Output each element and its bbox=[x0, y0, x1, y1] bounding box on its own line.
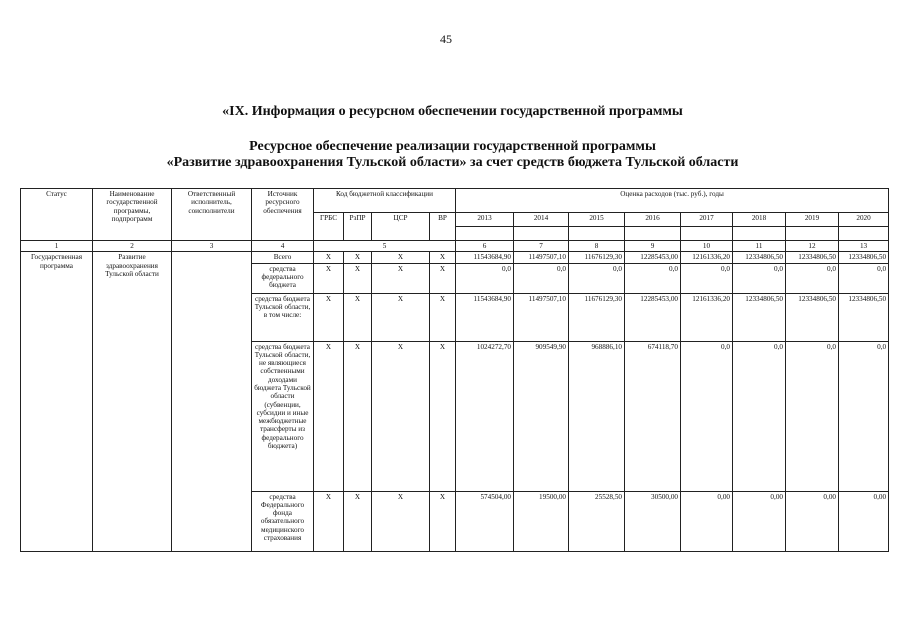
header-responsible: Ответственный исполнитель, соисполнители bbox=[172, 189, 252, 241]
column-number: 1 bbox=[21, 241, 93, 252]
table-subtitle-line-1: Ресурсное обеспечение реализации государственной программы bbox=[249, 139, 656, 154]
column-number: 6 bbox=[456, 241, 514, 252]
expense-value: 11676129,30 bbox=[569, 293, 625, 341]
column-number: 3 bbox=[172, 241, 252, 252]
header-vr: ВР bbox=[430, 213, 456, 241]
expense-value: 30500,00 bbox=[625, 491, 681, 551]
expense-value: 12334806,50 bbox=[839, 252, 889, 263]
expense-value: 25528,50 bbox=[569, 491, 625, 551]
page-number: 45 bbox=[440, 32, 452, 46]
expense-value: 12334806,50 bbox=[786, 293, 839, 341]
csr-code: Х bbox=[372, 252, 430, 263]
grbs-code: Х bbox=[314, 293, 344, 341]
section-title: «IX. Информация о ресурсном обеспечении государственной программы bbox=[222, 104, 683, 119]
expense-value: 11543684,90 bbox=[456, 293, 514, 341]
vr-code: Х bbox=[430, 491, 456, 551]
grbs-code: Х bbox=[314, 341, 344, 491]
column-number: 10 bbox=[681, 241, 733, 252]
expense-value: 12161336,20 bbox=[681, 293, 733, 341]
expense-value: 909549,90 bbox=[514, 341, 569, 491]
header-rzpr: РзПР bbox=[344, 213, 372, 241]
column-number: 13 bbox=[839, 241, 889, 252]
column-number: 8 bbox=[569, 241, 625, 252]
funding-source: средства федерального бюджета bbox=[252, 263, 314, 293]
column-number: 12 bbox=[786, 241, 839, 252]
header-year: 2015 bbox=[569, 213, 625, 227]
expense-value: 0,00 bbox=[786, 491, 839, 551]
expense-value: 968886,10 bbox=[569, 341, 625, 491]
expense-value: 0,0 bbox=[625, 263, 681, 293]
column-number: 4 bbox=[252, 241, 314, 252]
header-year: 2014 bbox=[514, 213, 569, 227]
expense-value: 0,0 bbox=[786, 341, 839, 491]
header-year: 2013 bbox=[456, 213, 514, 227]
expense-value: 12161336,20 bbox=[681, 252, 733, 263]
expense-value: 0,0 bbox=[733, 341, 786, 491]
header-year: 2018 bbox=[733, 213, 786, 227]
grbs-code: Х bbox=[314, 252, 344, 263]
rzpr-code: Х bbox=[344, 293, 372, 341]
expense-value: 0,0 bbox=[681, 263, 733, 293]
header-year: 2020 bbox=[839, 213, 889, 227]
expense-value: 11497507,10 bbox=[514, 293, 569, 341]
funding-source: средства бюджета Тульской области, не являющиеся собственными доходами бюджета Тульской области (субвенции, субсидии и иные межбюджетные трансферты из федерального бюджета) bbox=[252, 341, 314, 491]
column-number: 7 bbox=[514, 241, 569, 252]
vr-code: Х bbox=[430, 293, 456, 341]
header-expense-estimate: Оценка расходов (тыс. руб.), годы bbox=[456, 189, 889, 213]
header-year: 2016 bbox=[625, 213, 681, 227]
csr-code: Х bbox=[372, 263, 430, 293]
program-name: Развитие здравоохранения Тульской области bbox=[93, 252, 172, 551]
program-status: Государственная программа bbox=[21, 252, 93, 551]
expense-value: 0,0 bbox=[681, 341, 733, 491]
expense-value: 0,0 bbox=[839, 263, 889, 293]
expense-value: 674118,70 bbox=[625, 341, 681, 491]
table-subtitle-line-2: «Развитие здравоохранения Тульской области» за счет средств бюджета Тульской области bbox=[166, 155, 739, 170]
expense-value: 0,0 bbox=[569, 263, 625, 293]
expense-value: 0,0 bbox=[786, 263, 839, 293]
expense-value: 12334806,50 bbox=[839, 293, 889, 341]
header-blank bbox=[839, 227, 889, 241]
expense-value: 11497507,10 bbox=[514, 252, 569, 263]
resource-provision-table bbox=[20, 188, 889, 552]
header-blank bbox=[625, 227, 681, 241]
csr-code: Х bbox=[372, 341, 430, 491]
expense-value: 11676129,30 bbox=[569, 252, 625, 263]
vr-code: Х bbox=[430, 252, 456, 263]
header-blank bbox=[569, 227, 625, 241]
header-blank bbox=[514, 227, 569, 241]
expense-value: 0,00 bbox=[839, 491, 889, 551]
expense-value: 0,00 bbox=[733, 491, 786, 551]
csr-code: Х bbox=[372, 491, 430, 551]
rzpr-code: Х bbox=[344, 263, 372, 293]
column-number: 9 bbox=[625, 241, 681, 252]
column-number: 11 bbox=[733, 241, 786, 252]
expense-value: 12334806,50 bbox=[733, 293, 786, 341]
grbs-code: Х bbox=[314, 263, 344, 293]
header-row bbox=[21, 189, 889, 213]
expense-value: 12334806,50 bbox=[786, 252, 839, 263]
rzpr-code: Х bbox=[344, 491, 372, 551]
funding-source: средства бюджета Тульской области, в том числе: bbox=[252, 293, 314, 341]
grbs-code: Х bbox=[314, 491, 344, 551]
header-grbs: ГРБС bbox=[314, 213, 344, 241]
csr-code: Х bbox=[372, 293, 430, 341]
header-csr: ЦСР bbox=[372, 213, 430, 241]
header-blank bbox=[733, 227, 786, 241]
expense-value: 12285453,00 bbox=[625, 252, 681, 263]
expense-value: 0,00 bbox=[681, 491, 733, 551]
header-blank bbox=[456, 227, 514, 241]
header-year: 2019 bbox=[786, 213, 839, 227]
header-funding-source: Источник ресурсного обеспечения bbox=[252, 189, 314, 241]
column-number-row bbox=[21, 241, 889, 252]
header-status: Статус bbox=[21, 189, 93, 241]
funding-source: Всего bbox=[252, 252, 314, 263]
expense-value: 0,0 bbox=[514, 263, 569, 293]
funding-source: средства Федерального фонда обязательного медицинского страхования bbox=[252, 491, 314, 551]
header-year: 2017 bbox=[681, 213, 733, 227]
expense-value: 574504,00 bbox=[456, 491, 514, 551]
expense-value: 11543684,90 bbox=[456, 252, 514, 263]
expense-value: 1024272,70 bbox=[456, 341, 514, 491]
expense-value: 12285453,00 bbox=[625, 293, 681, 341]
column-number: 5 bbox=[314, 241, 456, 252]
header-program-name: Наименование государственной программы, подпрограмм bbox=[93, 189, 172, 241]
header-blank bbox=[786, 227, 839, 241]
column-number: 2 bbox=[93, 241, 172, 252]
table-row-total bbox=[21, 252, 889, 263]
header-budget-codes: Код бюджетной классификации bbox=[314, 189, 456, 213]
header-blank bbox=[681, 227, 733, 241]
vr-code: Х bbox=[430, 341, 456, 491]
program-responsible bbox=[172, 252, 252, 551]
rzpr-code: Х bbox=[344, 341, 372, 491]
expense-value: 12334806,50 bbox=[733, 252, 786, 263]
expense-value: 0,0 bbox=[839, 341, 889, 491]
expense-value: 0,0 bbox=[733, 263, 786, 293]
expense-value: 0,0 bbox=[456, 263, 514, 293]
vr-code: Х bbox=[430, 263, 456, 293]
expense-value: 19500,00 bbox=[514, 491, 569, 551]
rzpr-code: Х bbox=[344, 252, 372, 263]
